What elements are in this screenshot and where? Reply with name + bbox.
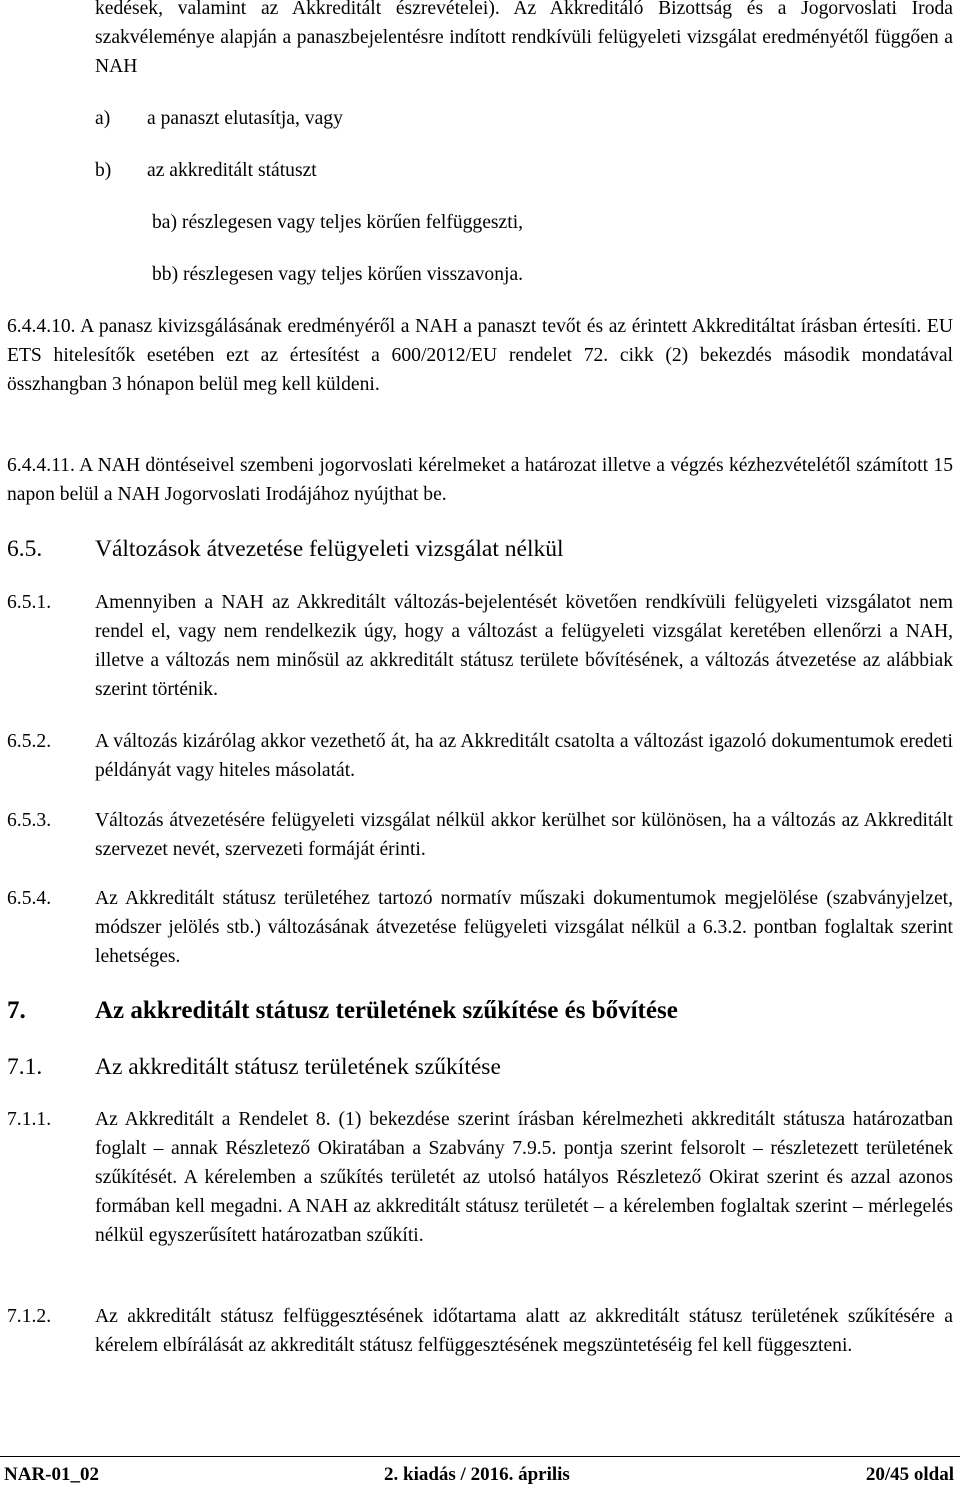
list-marker-a: a) <box>95 108 111 129</box>
paragraph-number-6-5-3: 6.5.3. <box>7 810 52 831</box>
paragraph-6-5-2: A változás kizárólag akkor vezethető át, ha az Akkreditált csatolta a változást igazoló dokumentumok eredeti példányát vagy hiteles másolatát. <box>95 731 953 781</box>
paragraph-6-5-1: Amennyiben a NAH az Akkreditált változás-bejelentését követően rendkívüli felügyeleti vizsgálatot nem rendel el, vagy nem rendelkezik úgy, hogy a változást a felügyeleti vizsgálat keretében ellenőrzi a NAH, illetve a változás nem minősül az akkreditált státusz területe bővítésének, a változás átvezetése az alábbiak szerint történik. <box>95 592 953 700</box>
paragraph-6-5-4: Az Akkreditált státusz területéhez tartozó normatív műszaki dokumentumok megjelölése (szabványjelzet, módszer jelölés stb.) változásának átvezetése felügyeleti vizsgálat nélkül a 6.3.2. pontban foglaltak szerint lehetséges. <box>95 888 953 967</box>
footer-divider <box>0 1456 960 1457</box>
paragraph-6-4-4-10: 6.4.4.10. A panasz kivizsgálásának eredményéről a NAH a panaszt tevőt és az érintett Akkreditáltat írásban értesíti. EU ETS hitelesítők esetében ezt az értesítést a 600/2012/EU rendelet 72. cikk (2) bekezdés második mondatával összhangban 3 hónapon belül meg kell küldeni. <box>7 316 953 395</box>
chapter-number-7: 7. <box>7 997 26 1024</box>
section-title-6-5: Változások átvezetése felügyeleti vizsgálat nélkül <box>95 536 564 562</box>
paragraph-7-1-2: Az akkreditált státusz felfüggesztésének időtartama alatt az akkreditált státusz területének szűkítésére a kérelem elbírálását az akkreditált státusz felfüggesztésének megszüntetéséig fel kell függeszteni. <box>95 1306 953 1356</box>
paragraph-6-4-4-11: 6.4.4.11. A NAH döntéseivel szembeni jogorvoslati kérelmeket a határozat illetve a végzés kézhezvételétől számított 15 napon belül a NAH Jogorvoslati Irodájához nyújthat be. <box>7 455 953 505</box>
paragraph-number-6-5-1: 6.5.1. <box>7 592 52 613</box>
list-marker-b: b) <box>95 160 112 181</box>
paragraph-number-6-5-2: 6.5.2. <box>7 731 52 752</box>
footer-page-number: 20/45 oldal <box>865 1464 954 1485</box>
section-title-7-1: Az akkreditált státusz területének szűkítése <box>95 1054 501 1080</box>
footer-edition: 2. kiadás / 2016. április <box>384 1464 570 1485</box>
paragraph-number-7-1-1: 7.1.1. <box>7 1109 52 1130</box>
paragraph-7-1-1: Az Akkreditált a Rendelet 8. (1) bekezdése szerint írásban kérelmezheti akkreditált státusza határozatban foglalt – annak Részletező Okiratában a Szabvány 7.9.5. pontja szerint felsorolt – részletezett területének szűkítését. A kérelemben a szűkítés területét az utolsó hatályos Részletező Okirat szerint és azzal azonos formában kell megadni. A NAH az akkreditált státusz területét – a kérelemben foglaltak szerint – mérlegelés nélkül egyszerűsített határozatban szűkíti. <box>95 1109 953 1246</box>
list-item-b: az akkreditált státuszt <box>147 160 317 181</box>
paragraph-number-7-1-2: 7.1.2. <box>7 1306 52 1327</box>
section-number-6-5: 6.5. <box>7 536 43 562</box>
chapter-title-7: Az akkreditált státusz területének szűkítése és bővítése <box>95 997 678 1024</box>
section-number-7-1: 7.1. <box>7 1054 43 1080</box>
list-item-ba: ba) részlegesen vagy teljes körűen felfüggeszti, <box>152 212 524 233</box>
list-item-a: a panaszt elutasítja, vagy <box>147 108 343 129</box>
paragraph-number-6-5-4: 6.5.4. <box>7 888 52 909</box>
intro-paragraph: kedések, valamint az Akkreditált észrevételei). Az Akkreditáló Bizottság és a Jogorvoslati Iroda szakvéleménye alapján a panaszbejelentésre indított rendkívüli felügyeleti vizsgálat eredményétől függően a NAH <box>95 0 953 77</box>
paragraph-6-5-3: Változás átvezetésére felügyeleti vizsgálat nélkül akkor kerülhet sor különösen, ha a változás az Akkreditált szervezet nevét, szervezeti formáját érinti. <box>95 810 953 860</box>
footer-document-id: NAR-01_02 <box>4 1464 99 1485</box>
list-item-bb: bb) részlegesen vagy teljes körűen visszavonja. <box>152 264 524 285</box>
